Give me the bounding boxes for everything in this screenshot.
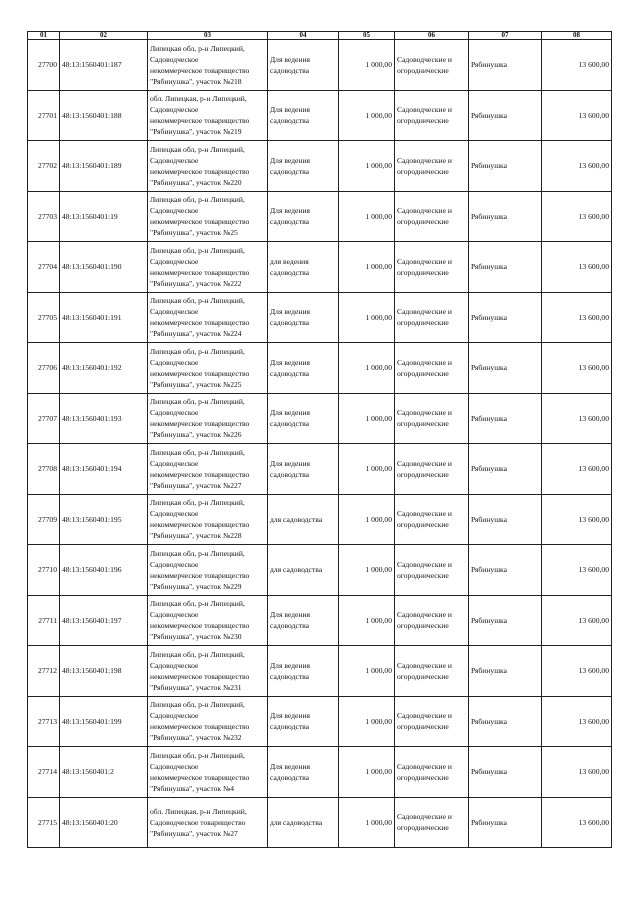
partnership-name: Рябинушка <box>469 444 542 495</box>
land-plots-table <box>27 31 612 848</box>
address: Липецкая обл, р-н Липецкий, Садоводческое некоммерческое товарищество "Рябинушка", участок №232 <box>148 696 268 747</box>
area: 1 000,00 <box>339 292 395 343</box>
cadastral-number: 48:13:1560401:197 <box>60 595 148 646</box>
cadastral-number: 48:13:1560401:191 <box>60 292 148 343</box>
cadastral-value: 13 600,00 <box>542 696 612 747</box>
permitted-use: Для ведения садоводства <box>268 292 339 343</box>
land-category: Садоводческие и огороднические <box>395 40 469 91</box>
table-row <box>28 444 612 495</box>
cadastral-number: 48:13:1560401:195 <box>60 494 148 545</box>
cadastral-value: 13 600,00 <box>542 797 612 848</box>
land-category: Садоводческие и огороднические <box>395 191 469 242</box>
permitted-use: Для ведения садоводства <box>268 646 339 697</box>
row-number: 27712 <box>28 646 60 697</box>
column-header-06: 06 <box>395 32 469 40</box>
address: Липецкая обл, р-н Липецкий, Садоводческое некоммерческое товарищество "Рябинушка", участок №229 <box>148 545 268 596</box>
header-row <box>28 32 612 40</box>
partnership-name: Рябинушка <box>469 141 542 192</box>
table-row <box>28 292 612 343</box>
row-number: 27705 <box>28 292 60 343</box>
column-header-03: 03 <box>148 32 268 40</box>
table-row <box>28 545 612 596</box>
partnership-name: Рябинушка <box>469 747 542 798</box>
column-header-04: 04 <box>268 32 339 40</box>
land-category: Садоводческие и огороднические <box>395 595 469 646</box>
area: 1 000,00 <box>339 393 395 444</box>
land-category: Садоводческие и огороднические <box>395 444 469 495</box>
address: Липецкая обл, р-н Липецкий, Садоводческое некоммерческое товарищество "Рябинушка", участок №226 <box>148 393 268 444</box>
permitted-use: Для ведения садоводства <box>268 40 339 91</box>
row-number: 27714 <box>28 747 60 798</box>
row-number: 27715 <box>28 797 60 848</box>
partnership-name: Рябинушка <box>469 242 542 293</box>
partnership-name: Рябинушка <box>469 494 542 545</box>
address: Липецкая обл, р-н Липецкий, Садоводческое некоммерческое товарищество "Рябинушка", участок №218 <box>148 40 268 91</box>
cadastral-value: 13 600,00 <box>542 747 612 798</box>
cadastral-number: 48:13:1560401:20 <box>60 797 148 848</box>
land-category: Садоводческие и огороднические <box>395 747 469 798</box>
cadastral-value: 13 600,00 <box>542 494 612 545</box>
cadastral-value: 13 600,00 <box>542 393 612 444</box>
row-number: 27711 <box>28 595 60 646</box>
land-category: Садоводческие и огороднические <box>395 90 469 141</box>
area: 1 000,00 <box>339 696 395 747</box>
column-header-07: 07 <box>469 32 542 40</box>
cadastral-value: 13 600,00 <box>542 141 612 192</box>
row-number: 27701 <box>28 90 60 141</box>
column-header-05: 05 <box>339 32 395 40</box>
address: Липецкая обл, р-н Липецкий, Садоводческое некоммерческое товарищество "Рябинушка", участок №220 <box>148 141 268 192</box>
permitted-use: для ведения садоводства <box>268 242 339 293</box>
table-row <box>28 494 612 545</box>
cadastral-value: 13 600,00 <box>542 545 612 596</box>
land-category: Садоводческие и огороднические <box>395 292 469 343</box>
address: обл. Липецкая, р-н Липецкий, Садоводческое товарищество "Рябинушка", участок №27 <box>148 797 268 848</box>
table-row <box>28 141 612 192</box>
permitted-use: для садоводства <box>268 494 339 545</box>
permitted-use: для садоводства <box>268 545 339 596</box>
row-number: 27710 <box>28 545 60 596</box>
cadastral-number: 48:13:1560401:19 <box>60 191 148 242</box>
permitted-use: Для ведения садоводства <box>268 696 339 747</box>
land-category: Садоводческие и огороднические <box>395 797 469 848</box>
permitted-use: для садоводства <box>268 797 339 848</box>
cadastral-number: 48:13:1560401:188 <box>60 90 148 141</box>
address: Липецкая обл, р-н Липецкий, Садоводческое некоммерческое товарищество "Рябинушка", участок №227 <box>148 444 268 495</box>
row-number: 27704 <box>28 242 60 293</box>
permitted-use: Для ведения садоводства <box>268 444 339 495</box>
partnership-name: Рябинушка <box>469 40 542 91</box>
partnership-name: Рябинушка <box>469 696 542 747</box>
permitted-use: Для ведения садоводства <box>268 141 339 192</box>
table-row <box>28 40 612 91</box>
permitted-use: Для ведения садоводства <box>268 595 339 646</box>
table-row <box>28 696 612 747</box>
land-category: Садоводческие и огороднические <box>395 494 469 545</box>
cadastral-value: 13 600,00 <box>542 292 612 343</box>
partnership-name: Рябинушка <box>469 595 542 646</box>
address: Липецкая обл, р-н Липецкий, Садоводческое некоммерческое товарищество "Рябинушка", участок №225 <box>148 343 268 394</box>
area: 1 000,00 <box>339 90 395 141</box>
address: обл. Липецкая, р-н Липецкий, Садоводческое некоммерческое товарищество "Рябинушка", участок №219 <box>148 90 268 141</box>
area: 1 000,00 <box>339 646 395 697</box>
row-number: 27709 <box>28 494 60 545</box>
partnership-name: Рябинушка <box>469 343 542 394</box>
cadastral-number: 48:13:1560401:196 <box>60 545 148 596</box>
area: 1 000,00 <box>339 494 395 545</box>
table-row <box>28 393 612 444</box>
table-row <box>28 646 612 697</box>
cadastral-number: 48:13:1560401:2 <box>60 747 148 798</box>
cadastral-value: 13 600,00 <box>542 444 612 495</box>
column-header-08: 08 <box>542 32 612 40</box>
cadastral-number: 48:13:1560401:194 <box>60 444 148 495</box>
cadastral-value: 13 600,00 <box>542 242 612 293</box>
address: Липецкая обл, р-н Липецкий, Садоводческое некоммерческое товарищество "Рябинушка", участок №4 <box>148 747 268 798</box>
land-category: Садоводческие и огороднические <box>395 545 469 596</box>
address: Липецкая обл, р-н Липецкий, Садоводческое некоммерческое товарищество "Рябинушка", участок №25 <box>148 191 268 242</box>
address: Липецкая обл, р-н Липецкий, Садоводческое некоммерческое товарищество "Рябинушка", участок №224 <box>148 292 268 343</box>
land-category: Садоводческие и огороднические <box>395 242 469 293</box>
row-number: 27702 <box>28 141 60 192</box>
permitted-use: Для ведения садоводства <box>268 747 339 798</box>
row-number: 27700 <box>28 40 60 91</box>
row-number: 27706 <box>28 343 60 394</box>
partnership-name: Рябинушка <box>469 797 542 848</box>
area: 1 000,00 <box>339 40 395 91</box>
area: 1 000,00 <box>339 242 395 293</box>
partnership-name: Рябинушка <box>469 90 542 141</box>
address: Липецкая обл, р-н Липецкий, Садоводческое некоммерческое товарищество "Рябинушка", участок №230 <box>148 595 268 646</box>
area: 1 000,00 <box>339 747 395 798</box>
table-row <box>28 747 612 798</box>
cadastral-number: 48:13:1560401:192 <box>60 343 148 394</box>
land-category: Садоводческие и огороднические <box>395 393 469 444</box>
cadastral-number: 48:13:1560401:198 <box>60 646 148 697</box>
row-number: 27707 <box>28 393 60 444</box>
cadastral-number: 48:13:1560401:187 <box>60 40 148 91</box>
cadastral-value: 13 600,00 <box>542 646 612 697</box>
cadastral-value: 13 600,00 <box>542 90 612 141</box>
table-row <box>28 595 612 646</box>
area: 1 000,00 <box>339 191 395 242</box>
table-row <box>28 797 612 848</box>
table-row <box>28 343 612 394</box>
column-header-02: 02 <box>60 32 148 40</box>
table-row <box>28 242 612 293</box>
permitted-use: Для ведения садоводства <box>268 191 339 242</box>
cadastral-value: 13 600,00 <box>542 191 612 242</box>
area: 1 000,00 <box>339 797 395 848</box>
land-category: Садоводческие и огороднические <box>395 343 469 394</box>
partnership-name: Рябинушка <box>469 292 542 343</box>
permitted-use: Для ведения садоводства <box>268 393 339 444</box>
address: Липецкая обл, р-н Липецкий, Садоводческое некоммерческое товарищество "Рябинушка", участок №222 <box>148 242 268 293</box>
area: 1 000,00 <box>339 595 395 646</box>
table-row <box>28 191 612 242</box>
area: 1 000,00 <box>339 141 395 192</box>
area: 1 000,00 <box>339 444 395 495</box>
column-header-01: 01 <box>28 32 60 40</box>
row-number: 27713 <box>28 696 60 747</box>
address: Липецкая обл, р-н Липецкий, Садоводческое некоммерческое товарищество "Рябинушка", участок №228 <box>148 494 268 545</box>
partnership-name: Рябинушка <box>469 545 542 596</box>
partnership-name: Рябинушка <box>469 191 542 242</box>
land-category: Садоводческие и огороднические <box>395 141 469 192</box>
address: Липецкая обл, р-н Липецкий, Садоводческое некоммерческое товарищество "Рябинушка", участок №231 <box>148 646 268 697</box>
area: 1 000,00 <box>339 545 395 596</box>
row-number: 27703 <box>28 191 60 242</box>
row-number: 27708 <box>28 444 60 495</box>
cadastral-number: 48:13:1560401:199 <box>60 696 148 747</box>
permitted-use: Для ведения садоводства <box>268 90 339 141</box>
cadastral-number: 48:13:1560401:193 <box>60 393 148 444</box>
table-row <box>28 90 612 141</box>
land-category: Садоводческие и огороднические <box>395 646 469 697</box>
cadastral-value: 13 600,00 <box>542 343 612 394</box>
cadastral-value: 13 600,00 <box>542 40 612 91</box>
cadastral-number: 48:13:1560401:190 <box>60 242 148 293</box>
permitted-use: Для ведения садоводства <box>268 343 339 394</box>
partnership-name: Рябинушка <box>469 393 542 444</box>
partnership-name: Рябинушка <box>469 646 542 697</box>
cadastral-value: 13 600,00 <box>542 595 612 646</box>
cadastral-number: 48:13:1560401:189 <box>60 141 148 192</box>
area: 1 000,00 <box>339 343 395 394</box>
land-category: Садоводческие и огороднические <box>395 696 469 747</box>
